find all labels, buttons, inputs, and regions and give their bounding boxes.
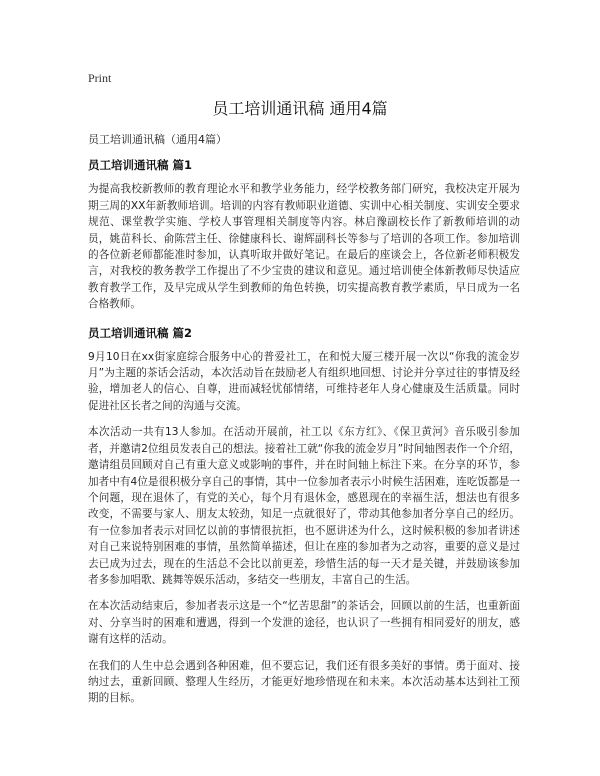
print-link[interactable]: Print xyxy=(88,71,112,85)
section-2-paragraph-4: 在我们的人生中总会遇到各种困难，但不要忘记，我们还有很多美好的事情。勇于面对、接纳过去，重新回顾、整理人生经历，才能更好地珍惜现在和未来。本次活动基本达到社工预期的目标。 xyxy=(88,659,520,705)
document-subtitle: 员工培训通讯稿（通用4篇） xyxy=(88,133,227,146)
document-body xyxy=(88,132,520,717)
document-title: 员工培训通讯稿 通用4篇 xyxy=(212,99,388,118)
section-heading-1: 员工培训通讯稿 篇1 xyxy=(88,158,193,173)
section-1-paragraph-1: 为提高我校新教师的教育理论水平和教学业务能力，经学校教务部门研究，我校决定开展为期三周的XX年新教师培训。培训的内容有教师职业道德、实训中心相关制度、实训安全要求规范、课堂教学实施、学校人事管理相关制度等内容。林启豫副校长作了新教师培训的动员，姚苗科长、俞陈营主任、徐健康科长、谢辉副科长等参与了培训的各项工作。参加培训的各位新老师都能准时参加，认真听取并做好笔记。在最后的座谈会上，各位新老师积极发言，对我校的教务教学工作提出了不少宝贵的建议和意见。通过培训使全体新教师尽快适应教育教学工作，及早完成从学生到教师的角色转换，切实提高教育教学素质，早日成为一名合格教师。 xyxy=(88,183,520,311)
section-2-paragraph-2: 本次活动一共有13人参加。在活动开展前，社工以《东方红》、《保卫黄河》音乐吸引参加者，并邀请2位组员发表自己的想法。接着社工就“你我的流金岁月”时间轴图表作一个介绍，邀请组员回顾对自己有重大意义或影响的事件，并在时间轴上标注下来。在分享的环节，参加者中有4位是很积极分享自己的事情，其中一位参加者表示小时候生活困难，连吃饭都是一个问题，现在退休了，有党的关心，每个月有退休金，感恩现在的幸福生活，想法也有很多改变，不需要与家人、朋友太较劲，知足一点就很好了，带动其他参加者分享自己的经历。有一位参加者表示对回忆以前的事情很抗拒，也不愿讲述为什么，这时候积极的参加者讲述对自己来说特别困难的事情，虽然简单描述，但让在座的参加者为之动容，重要的意义是过去已成为过去，现在的生活总不会比以前更差，珍惜生活的每一天才是关键，并鼓励该参加者多参加唱歌、跳舞等娱乐活动，多结交一些朋友，丰富自己的生活。 xyxy=(88,426,520,586)
section-heading-2: 员工培训通讯稿 篇2 xyxy=(88,325,193,340)
section-2-paragraph-1: 9月10日在xx街家庭综合服务中心的普爱社工，在和悦大厦三楼开展一次以“你我的流金岁月”为主题的茶话会活动，本次活动旨在鼓励老人有组织地回想、讨论并分享过往的事情及经验，增加老人的信心、自尊，进而减轻忧郁情绪，可维持老年人身心健康及生活质量。同时促进社区长者之间的沟通与交流。 xyxy=(88,350,520,412)
section-2-paragraph-3: 在本次活动结束后，参加者表示这是一个“忆苦思甜”的茶话会，回顾以前的生活，也重新面对、分享当时的困难和遭遇，得到一个发泄的途径，也认识了一些拥有相同爱好的朋友，感谢有这样的活动。 xyxy=(88,600,520,646)
